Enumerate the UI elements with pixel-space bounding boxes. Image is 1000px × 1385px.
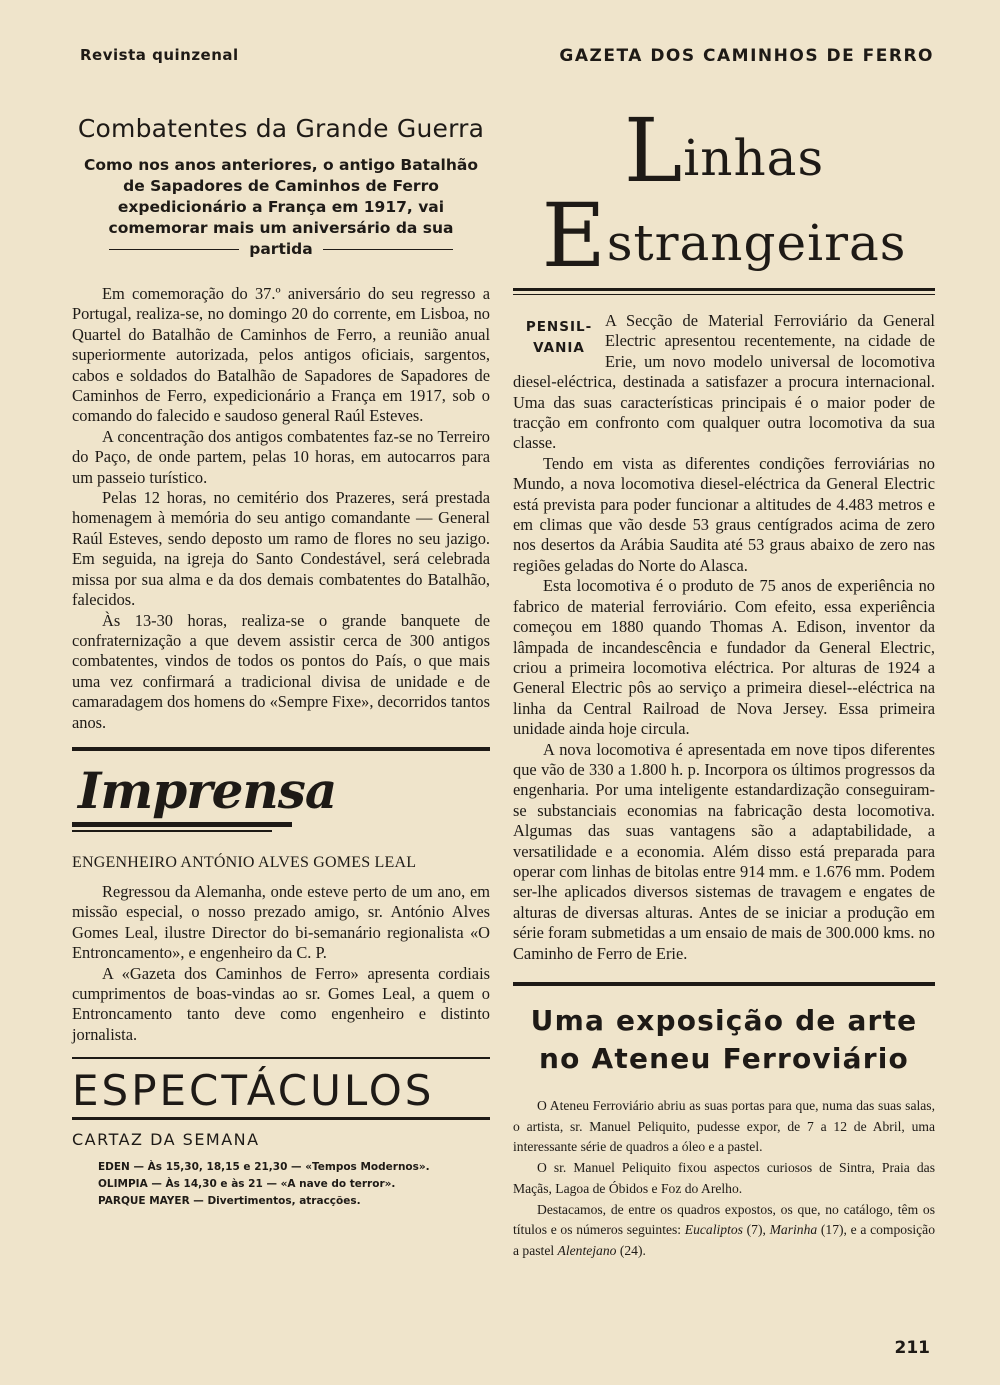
paragraph: Tendo em vista as diferentes condições ferroviárias no Mundo, a nova locomotiva diesel-eléctrica da General Electric está prevista para poder funcionar a altitudes de 4.483 metros e em climas que vão desde 53 graus centígrados acima de zero nos desertos da Arábia Saudita até 53 graus abaixo de zero nas regiões geladas do Norte do Alasca. [513, 453, 935, 575]
exposicao-body [513, 1096, 935, 1262]
exposicao-title: Uma exposição de arte no Ateneu Ferroviário [530, 1004, 918, 1075]
right-column [513, 99, 936, 1262]
subheading-line: Como nos anos anteriores, o antigo Batalhão [84, 156, 478, 174]
paragraph: A «Gazeta dos Caminhos de Ferro» apresenta cordiais cumprimentos de boas-vindas ao sr. Gomes Leal, a quem o Entroncamento tanto deve como engenheiro e distinto jornalista. [72, 963, 490, 1044]
paragraph: A concentração dos antigos combatentes faz-se no Terreiro do Paço, de onde partem, pelas 10 horas, em autocarros para um passeio turístico. [72, 426, 490, 487]
paragraph: Esta locomotiva é o produto de 75 anos de experiência no fabrico de material ferroviário. Com efeito, essa experiência começou em 1880 quando Thomas A. Edison, inventor da lâmpada de incandescência e fundador da General Electric, criou a primeira locomotiva eléctrica. Por alturas de 1924 a General Electric pôs ao serviço a primeira diesel--eléctrica na linha da Central Railroad de Nova Jersey. Essa primeira unidade ainda hoje circula. [513, 576, 935, 739]
combatentes-subheading [84, 155, 478, 260]
imprensa-title: Imprensa [78, 760, 337, 820]
subheading-line: de Sapadores de Caminhos de Ferro [123, 177, 439, 195]
combatentes-body [72, 284, 490, 733]
linhas-title: Linhas Estrangeiras [541, 99, 907, 287]
imprensa-body [72, 882, 490, 1045]
paragraph: Pelas 12 horas, no cemitério dos Prazeres, será prestada homenagem à memória do seu antigo comandante — General Raúl Esteves, sendo deposto um ramo de flores no seu jazigo. Em seguida, na igreja do Santo Condestável, será celebrada missa por sua alma e da dos demais combatentes do Batalhão, falecidos. [72, 488, 490, 610]
running-header-left: Revista quinzenal [80, 46, 239, 64]
section-divider [513, 294, 935, 295]
paragraph: A nova locomotiva é apresentada em nove tipos diferentes que vão de 330 a 1.800 h. p. Incorpora os últimos progressos da engenharia. Por uma inteligente estandardização conseguiram-se substanciais economias na fabricação desta locomotiva. Algumas das suas vantagens são a adaptabilidade, a versatilidade e a economia. Além disso está preparada para operar com linhas de bitolas entre 914 mm. e 1.676 mm. Podem ser-lhe aplicados diversos sistemas de travagem e engates de alturas de diversas alturas. Antes de se iniciar a produção em série foram submetidas a um ensaio de mais de 300.000 kms. no Caminho de Ferro de Erie. [513, 739, 935, 963]
divider [323, 249, 453, 250]
paragraph: Destacamos, de entre os quadros expostos, os que, no catálogo, têm os títulos e os números seguintes: Eucaliptos (7), Marinha (17), e a composição a pastel Alentejano (24). [513, 1201, 936, 1258]
paragraph: A Secção de Material Ferroviário da General Electric apresentou recentemente, na cidade de Erie, um novo modelo universal de locomotiva diesel-eléctrica, destinada a satisfazer a procura internacional. Uma das suas características principais é o maior poder de tracção em confronto com qualquer outra locomotiva da sua classe. [513, 311, 935, 453]
subheading-line: expedicionário a França em 1917, vai [117, 198, 445, 216]
side-label: PENSIL- VANIA [525, 319, 593, 356]
page-number: 211 [894, 1338, 930, 1358]
divider [109, 249, 239, 250]
section-divider [72, 1057, 490, 1059]
combatentes-title: Combatentes da Grande Guerra [77, 114, 485, 143]
espectaculos-title: ESPECTÁCULOS [72, 1066, 435, 1116]
paragraph: O Ateneu Ferroviário abriu as suas portas para que, numa das suas salas, o artista, sr. Manuel Peliquito, pudesse expor, de 7 a 12 de Abril, uma interessante série de quadros a óleo e a pastel. [513, 1098, 935, 1155]
paragraph: Em comemoração do 37.º aniversário do seu regresso a Portugal, realiza-se, no domingo 20 do corrente, em Lisboa, no Quartel do Batalhão de Caminhos de Ferro, a reunião anual superiormente autorizada, pelos antigos oficiais, sargentos, cabos e soldados do Batalhão de Sapadores de Sapadores de Caminhos de Ferro, expedicionário a França em 1917, sob o comando do falecido e saudoso general Raúl Esteves. [72, 284, 490, 426]
section-divider [513, 288, 935, 291]
section-divider [513, 982, 935, 986]
cinema-listings [98, 1159, 490, 1210]
section-divider [72, 747, 490, 751]
linhas-body [513, 311, 935, 964]
paragraph: Às 13-30 horas, realiza-se o grande banquete de confraternização a que devem assistir cerca de 300 antigos combatentes, vindos de todos os pontos do País, o que mais uma vez confirmará a tradicional divisa de unidade e de camaradagem dos homens do «Sempre Fixe», decorridos tantos anos. [72, 610, 490, 732]
listing-item: EDEN — Às 15,30, 18,15 e 21,30 — «Tempos Modernos». [98, 1161, 430, 1174]
imprensa-heading: ENGENHEIRO ANTÓNIO ALVES GOMES LEAL [72, 853, 417, 871]
paragraph: O sr. Manuel Peliquito fixou aspectos curiosos de Sintra, Praia das Maçãs, Lagoa de Óbidos e Foz do Arelho. [513, 1160, 935, 1196]
subheading-line: comemorar mais um aniversário da sua [108, 219, 454, 237]
listing-item: OLIMPIA — Às 14,30 e às 21 — «A nave do terror». [98, 1178, 396, 1191]
left-column [72, 106, 490, 1210]
listing-item: PARQUE MAYER — Divertimentos, atracções. [98, 1195, 361, 1208]
paragraph: Regressou da Alemanha, onde esteve perto de um ano, em missão especial, o nosso prezado amigo, sr. António Alves Gomes Leal, ilustre Director do bi-semanário regionalista «O Entroncamento», e engenheiro da C. P. [72, 881, 490, 963]
subheading-line: partida [249, 240, 313, 258]
running-header-right: GAZETA DOS CAMINHOS DE FERRO [559, 46, 934, 66]
espectaculos-subtitle: CARTAZ DA SEMANA [72, 1130, 260, 1150]
espectaculos-underline [72, 1117, 490, 1120]
subheading-last-line [84, 239, 478, 260]
imprensa-underline [72, 822, 490, 832]
